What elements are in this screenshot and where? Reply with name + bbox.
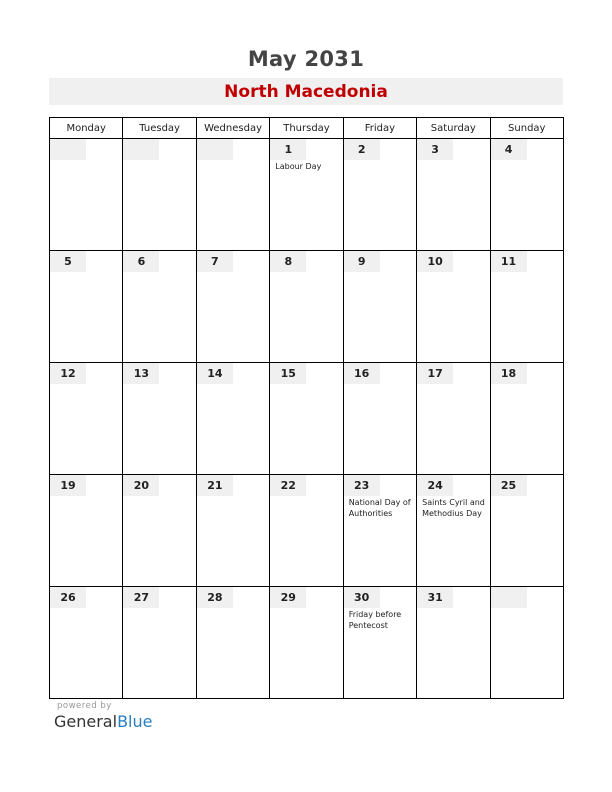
day-number: 28 <box>197 587 233 608</box>
day-cell <box>270 475 343 587</box>
holiday-label: Saints Cyril and Methodius Day <box>422 498 485 518</box>
empty-day-box <box>123 139 159 160</box>
day-cell <box>270 251 343 363</box>
week-row <box>50 139 564 251</box>
day-number: 4 <box>491 139 527 160</box>
day-cell <box>343 475 416 587</box>
holiday-label: Friday before Pentecost <box>348 610 402 630</box>
day-number: 5 <box>50 251 86 272</box>
day-cell <box>490 475 563 587</box>
week-row <box>50 587 564 699</box>
day-number: 20 <box>123 475 159 496</box>
day-cell <box>123 587 196 699</box>
day-number: 21 <box>197 475 233 496</box>
day-cell <box>50 363 123 475</box>
day-number: 7 <box>197 251 233 272</box>
day-cell <box>417 587 490 699</box>
day-number: 25 <box>491 475 527 496</box>
day-cell <box>417 139 490 251</box>
day-cell <box>270 587 343 699</box>
powered-by-label: powered by <box>57 701 112 711</box>
day-cell <box>196 251 269 363</box>
weekday-header: Wednesday <box>196 118 269 139</box>
day-number: 17 <box>417 363 453 384</box>
weekday-header: Friday <box>343 118 416 139</box>
day-cell <box>50 251 123 363</box>
day-number: 23 <box>344 475 380 496</box>
day-cell <box>343 363 416 475</box>
day-cell <box>123 139 196 251</box>
day-number: 15 <box>270 363 306 384</box>
day-cell <box>123 251 196 363</box>
day-cell <box>50 139 123 251</box>
day-number: 24 <box>417 475 453 496</box>
day-number: 2 <box>344 139 380 160</box>
day-cell <box>196 139 269 251</box>
logo-general-text: General <box>54 712 118 731</box>
week-row <box>50 363 564 475</box>
day-number: 30 <box>344 587 380 608</box>
day-cell <box>270 363 343 475</box>
day-number: 31 <box>417 587 453 608</box>
day-number: 3 <box>417 139 453 160</box>
day-number: 8 <box>270 251 306 272</box>
weekday-header: Sunday <box>490 118 563 139</box>
empty-day-box <box>197 139 233 160</box>
day-cell <box>417 251 490 363</box>
day-number: 26 <box>50 587 86 608</box>
day-cell <box>417 475 490 587</box>
day-cell <box>490 587 563 699</box>
day-cell <box>196 363 269 475</box>
calendar-body <box>50 139 564 699</box>
day-number: 22 <box>270 475 306 496</box>
day-number: 9 <box>344 251 380 272</box>
weekday-header: Tuesday <box>123 118 196 139</box>
day-number: 27 <box>123 587 159 608</box>
day-number: 14 <box>197 363 233 384</box>
generalblue-logo <box>54 712 152 731</box>
day-number: 10 <box>417 251 453 272</box>
week-row <box>50 251 564 363</box>
day-number: 19 <box>50 475 86 496</box>
holiday-label: National Day of Authorities <box>348 498 411 518</box>
day-cell <box>270 139 343 251</box>
day-cell <box>123 475 196 587</box>
logo-blue-text: Blue <box>117 712 153 731</box>
day-number: 6 <box>123 251 159 272</box>
day-cell <box>417 363 490 475</box>
day-number: 29 <box>270 587 306 608</box>
day-cell <box>490 139 563 251</box>
day-number: 1 <box>270 139 306 160</box>
calendar-title: May 2031 <box>247 47 365 71</box>
empty-day-box <box>50 139 86 160</box>
day-number: 18 <box>491 363 527 384</box>
country-banner <box>49 78 563 105</box>
day-cell <box>123 363 196 475</box>
day-number: 12 <box>50 363 86 384</box>
weekday-header: Monday <box>50 118 123 139</box>
weekday-header-row <box>50 118 564 139</box>
day-number: 13 <box>123 363 159 384</box>
holiday-label: Labour Day <box>275 162 322 171</box>
week-row <box>50 475 564 587</box>
weekday-header: Thursday <box>270 118 343 139</box>
calendar-grid <box>49 117 564 699</box>
day-number: 11 <box>491 251 527 272</box>
day-cell <box>343 139 416 251</box>
day-cell <box>343 587 416 699</box>
weekday-header: Saturday <box>417 118 490 139</box>
day-cell <box>490 251 563 363</box>
day-cell <box>50 475 123 587</box>
empty-day-box <box>491 587 527 608</box>
day-cell <box>196 587 269 699</box>
day-cell <box>196 475 269 587</box>
day-cell <box>490 363 563 475</box>
day-cell <box>343 251 416 363</box>
day-number: 16 <box>344 363 380 384</box>
day-cell <box>50 587 123 699</box>
country-name: North Macedonia <box>224 82 388 102</box>
